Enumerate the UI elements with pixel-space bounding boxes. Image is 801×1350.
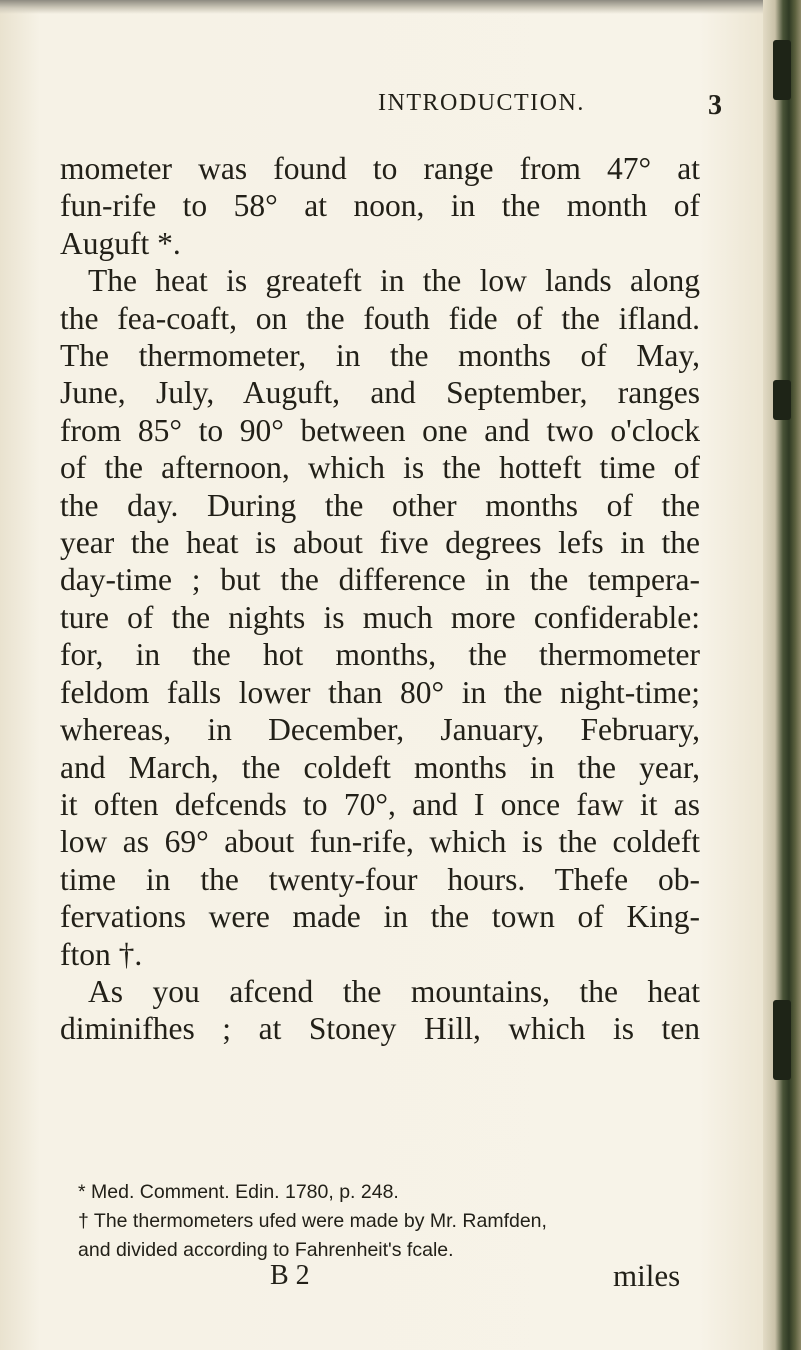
text-line: ture of the nights is much more confiderable: bbox=[60, 599, 700, 635]
text-line: year the heat is about five degrees lefs in the bbox=[60, 525, 700, 561]
text-line: fun-rife to 58° at noon, in the month of bbox=[60, 188, 700, 224]
text-line: whereas, in December, January, February, bbox=[60, 712, 700, 748]
page-edge-binding bbox=[763, 0, 801, 1350]
text-line: the fea-coaft, on the fouth fide of the ifland. bbox=[60, 300, 700, 336]
text-line: Auguft *. bbox=[60, 225, 181, 261]
text-line: and March, the coldeft months in the year, bbox=[60, 749, 700, 785]
edge-stain bbox=[773, 380, 791, 420]
signature-mark: B 2 bbox=[270, 1260, 310, 1291]
text-line: it often defcends to 70°, and I once faw it as bbox=[60, 786, 700, 822]
running-head-title: INTRODUCTION. bbox=[378, 90, 585, 116]
footnote: † The thermometers ufed were made by Mr. Ramfden, bbox=[78, 1210, 547, 1232]
edge-stain bbox=[773, 1000, 791, 1080]
text-line: The heat is greateft in the low lands along bbox=[88, 263, 700, 299]
footnotes bbox=[78, 1178, 698, 1265]
text-line: As you afcend the mountains, the heat bbox=[88, 973, 700, 1009]
running-head bbox=[0, 90, 801, 130]
text-line: diminifhes ; at Stoney Hill, which is ten bbox=[60, 1011, 700, 1047]
footnote: * Med. Comment. Edin. 1780, p. 248. bbox=[78, 1181, 399, 1203]
text-line: The thermometer, in the months of May, bbox=[60, 338, 700, 374]
catchword: miles bbox=[613, 1258, 681, 1293]
body-text bbox=[60, 150, 700, 1048]
text-line: fton †. bbox=[60, 936, 143, 972]
text-line: from 85° to 90° between one and two o'clock bbox=[60, 412, 700, 448]
text-line: mometer was found to range from 47° at bbox=[60, 151, 700, 186]
text-line: low as 69° about fun-rife, which is the coldeft bbox=[60, 824, 700, 860]
text-line: June, July, Auguft, and September, ranges bbox=[60, 375, 700, 411]
text-line: day-time ; but the difference in the tempera- bbox=[60, 562, 700, 598]
text-line: the day. During the other months of the bbox=[60, 487, 700, 523]
footnote: and divided according to Fahrenheit's fcale. bbox=[78, 1239, 454, 1261]
page-number: 3 bbox=[708, 90, 722, 121]
text-line: for, in the hot months, the thermometer bbox=[60, 637, 700, 673]
text-line: time in the twenty-four hours. Thefe ob- bbox=[60, 861, 700, 897]
page-top-shadow bbox=[0, 0, 801, 14]
text-line: fervations were made in the town of King- bbox=[60, 899, 700, 935]
text-line: feldom falls lower than 80° in the night-time; bbox=[60, 674, 700, 710]
text-line: of the afternoon, which is the hotteft time of bbox=[60, 450, 700, 486]
